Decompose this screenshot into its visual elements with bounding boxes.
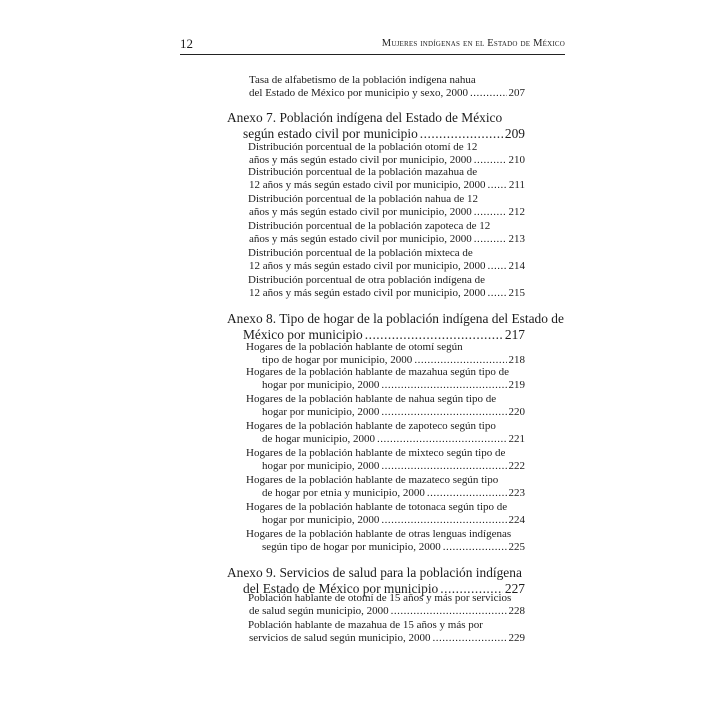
toc-entry-title-cont: del Estado de México por municipio y sexo, 2000 [249, 87, 469, 99]
toc-entry-title-cont: hogar por municipio, 2000 [262, 379, 380, 391]
toc-entry-title: Hogares de la población hablante de otomí según [246, 341, 463, 353]
toc-page-number: 209 [504, 126, 525, 141]
toc-entry-title: Población hablante de otomí de 15 años y más por servicios [248, 592, 512, 604]
toc-entry-title-cont: años y más según estado civil por municipio, 2000 [249, 233, 472, 245]
toc-entry-leader-line [249, 287, 525, 299]
toc-entry-title-cont: del Estado de México por municipio [243, 581, 439, 596]
dot-leader [381, 406, 506, 418]
toc-page-number: 218 [508, 354, 525, 366]
toc-entry-title: Tasa de alfabetismo de la población indígena nahua [249, 74, 476, 86]
toc-entry-leader-line [262, 406, 525, 418]
toc-page-number: 228 [508, 605, 525, 617]
toc-entry-leader-line [262, 460, 525, 472]
toc-page-number: 223 [508, 487, 525, 499]
toc-entry-title: Hogares de la población hablante de mazateco según tipo [246, 474, 499, 486]
toc-page-number: 210 [508, 154, 525, 166]
toc-page-number: 214 [508, 260, 525, 272]
toc-entry-title-cont: hogar por municipio, 2000 [262, 514, 380, 526]
toc-entry-leader-line [262, 541, 525, 553]
toc-entry-title-cont: hogar por municipio, 2000 [262, 406, 380, 418]
dot-leader [381, 379, 506, 391]
toc-entry-title: Hogares de la población hablante de otras lenguas indígenas [246, 528, 512, 540]
toc-entry-title: Hogares de la población hablante de zapoteco según tipo [246, 420, 496, 432]
toc-entry-title: Distribución porcentual de la población otomí de 12 [248, 141, 478, 153]
toc-page-number: 222 [508, 460, 525, 472]
dot-leader [443, 541, 507, 553]
toc-entry-title-cont: 12 años y más según estado civil por municipio, 2000 [249, 260, 486, 272]
toc-entry-leader-line [249, 206, 525, 218]
toc-page-number: 217 [504, 327, 525, 342]
toc-entry-title-cont: según estado civil por municipio [243, 126, 418, 141]
toc-page-number: 212 [508, 206, 525, 218]
toc-entry-leader-line [262, 514, 525, 526]
toc-entry-title-cont: de hogar por etnia y municipio, 2000 [262, 487, 425, 499]
dot-leader [381, 460, 506, 472]
dot-leader [487, 260, 506, 272]
page-header [180, 36, 565, 55]
toc-page-number: 219 [508, 379, 525, 391]
toc-entry-title: Hogares de la población hablante de totonaca según tipo de [246, 501, 508, 513]
toc-entry-leader-line [249, 87, 525, 99]
toc-page-number: 221 [508, 433, 525, 445]
page-number: 12 [180, 36, 193, 51]
toc-entry-leader-line [249, 233, 525, 245]
toc-entry-title: Distribución porcentual de la población nahua de 12 [248, 193, 479, 205]
toc-entry-leader-line [249, 154, 525, 166]
toc-page-number: 224 [508, 514, 525, 526]
toc-entry-title: Anexo 7. Población indígena del Estado de México [227, 110, 503, 125]
dot-leader [474, 154, 507, 166]
toc-entry-title: Población hablante de mazahua de 15 años y más por [248, 619, 483, 631]
running-title: Mujeres indígenas en el Estado de México [381, 38, 565, 49]
toc-entry-title-cont: 12 años y más según estado civil por municipio, 2000 [249, 179, 486, 191]
toc-entry-title: Hogares de la población hablante de mixteco según tipo de [246, 447, 506, 459]
toc-entry-title-cont: servicios de salud según municipio, 2000 [249, 632, 431, 644]
toc-entry-leader-line [262, 487, 525, 499]
toc-page-number: 211 [508, 179, 525, 191]
toc-entry-leader-line [243, 126, 525, 142]
toc-entry-title-cont: 12 años y más según estado civil por municipio, 2000 [249, 287, 486, 299]
toc-entry-leader-line [249, 605, 525, 617]
toc-entry-title-cont: hogar por municipio, 2000 [262, 460, 380, 472]
dot-leader [474, 206, 507, 218]
dot-leader [381, 514, 506, 526]
dot-leader [432, 632, 506, 644]
toc-page-number: 229 [508, 632, 525, 644]
toc-entry-title-cont: según tipo de hogar por municipio, 2000 [262, 541, 441, 553]
toc-entry-title-cont: años y más según estado civil por municipio, 2000 [249, 206, 472, 218]
toc-entry-title: Distribución porcentual de la población mixteca de [248, 247, 473, 259]
dot-leader [487, 179, 506, 191]
dot-leader [391, 605, 507, 617]
toc-page-number: 220 [508, 406, 525, 418]
toc-page-number: 225 [508, 541, 525, 553]
toc-entry-title: Hogares de la población hablante de nahua según tipo de [246, 393, 497, 405]
toc-entry-title: Distribución porcentual de otra población indígena de [248, 274, 486, 286]
toc-entry-title-cont: tipo de hogar por municipio, 2000 [262, 354, 413, 366]
toc-entry-title: Anexo 9. Servicios de salud para la población indígena [227, 565, 522, 580]
dot-leader [487, 287, 506, 299]
dot-leader [377, 433, 506, 445]
toc-entry-title-cont: años y más según estado civil por municipio, 2000 [249, 154, 472, 166]
toc-entry-leader-line [249, 260, 525, 272]
toc-entry-title-cont: de hogar municipio, 2000 [262, 433, 376, 445]
dot-leader [427, 487, 507, 499]
toc-entry-title-cont: de salud según municipio, 2000 [249, 605, 389, 617]
toc-entry-title: Distribución porcentual de la población zapoteca de 12 [248, 220, 491, 232]
dot-leader [420, 126, 503, 142]
dot-leader [414, 354, 506, 366]
toc-entry-title: Distribución porcentual de la población mazahua de [248, 166, 478, 178]
toc-entry-title-cont: México por municipio [243, 327, 363, 342]
toc-entry-leader-line [262, 379, 525, 391]
toc-entry-leader-line [249, 632, 525, 644]
toc-page-number: 207 [508, 87, 525, 99]
toc-entry-title: Hogares de la población hablante de mazahua según tipo de [246, 366, 509, 378]
toc-page-number: 213 [508, 233, 525, 245]
dot-leader [474, 233, 507, 245]
toc-entry-title: Anexo 8. Tipo de hogar de la población indígena del Estado de [227, 311, 564, 326]
toc-entry-leader-line [262, 433, 525, 445]
toc-entry-leader-line [249, 179, 525, 191]
dot-leader [470, 87, 506, 99]
toc-entry-leader-line [262, 354, 525, 366]
toc-page-number: 227 [504, 581, 525, 596]
toc-page-number: 215 [508, 287, 525, 299]
